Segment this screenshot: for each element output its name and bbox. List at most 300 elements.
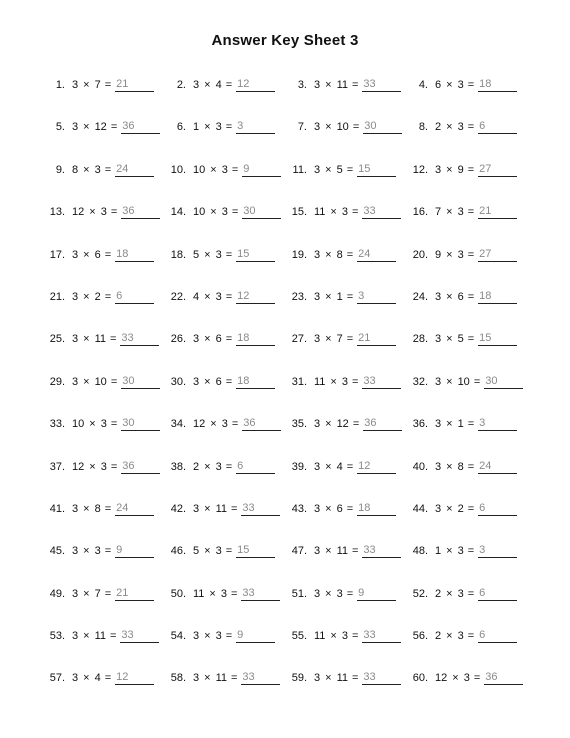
operand-a: 3 (193, 333, 200, 346)
problem-number: 47. (291, 545, 307, 558)
times-sign: × (210, 418, 217, 431)
problem-number: 48. (412, 545, 428, 558)
operand-b: 3 (221, 163, 228, 176)
problem-number: 31. (291, 375, 307, 388)
problem-item (403, 375, 524, 417)
problem-expression (435, 544, 464, 558)
problem-number: 54. (170, 630, 186, 643)
problem-item (282, 544, 403, 586)
problem-expression (314, 544, 348, 558)
answer-value: 12 (236, 78, 275, 92)
problem-number: 21. (49, 290, 65, 303)
problem-item (161, 248, 282, 290)
answer-value: 15 (236, 248, 275, 262)
problem-expression (72, 290, 101, 304)
problem-expression (72, 417, 107, 431)
answer-value: 15 (357, 163, 396, 177)
problem-expression (72, 120, 107, 134)
answer-value: 33 (241, 671, 280, 685)
problem-expression (314, 332, 343, 346)
problem-expression (72, 629, 106, 643)
equals-sign: = (346, 163, 354, 176)
problem-expression (435, 502, 464, 516)
problem-item (282, 375, 403, 417)
operand-b: 11 (215, 672, 227, 685)
times-sign: × (325, 121, 332, 134)
equals-sign: = (104, 587, 112, 600)
equals-sign: = (230, 672, 238, 685)
problem-item (282, 163, 403, 205)
answer-value: 21 (115, 78, 154, 92)
equals-sign: = (225, 290, 233, 303)
problem-expression (72, 375, 107, 389)
problem-expression (193, 375, 222, 389)
problem-item (403, 629, 524, 671)
problem-item (282, 417, 403, 459)
problem-expression (72, 671, 101, 685)
problem-number: 29. (49, 375, 65, 388)
equals-sign: = (467, 79, 475, 91)
times-sign: × (210, 206, 217, 219)
operand-b: 10 (94, 375, 107, 388)
answer-value: 33 (241, 587, 280, 601)
answer-value: 9 (357, 587, 396, 601)
equals-sign: = (351, 206, 359, 219)
problem-number: 4. (418, 79, 428, 91)
times-sign: × (83, 545, 90, 558)
equals-sign: = (467, 630, 475, 643)
times-sign: × (204, 502, 211, 515)
operand-b: 7 (94, 79, 101, 91)
operand-a: 3 (72, 587, 79, 600)
operand-a: 1 (193, 121, 200, 134)
problem-item (161, 78, 282, 120)
operand-b: 3 (215, 121, 222, 134)
times-sign: × (446, 375, 453, 388)
operand-a: 3 (314, 121, 321, 134)
operand-b: 7 (336, 333, 343, 346)
operand-b: 6 (94, 248, 101, 261)
operand-a: 10 (193, 163, 206, 176)
operand-b: 3 (221, 206, 228, 219)
problem-number: 28. (412, 333, 428, 346)
operand-a: 3 (314, 460, 321, 473)
problem-expression (193, 248, 222, 262)
answer-value: 18 (236, 375, 275, 389)
times-sign: × (83, 290, 90, 303)
problem-item (40, 78, 161, 120)
page-title: Answer Key Sheet 3 (211, 32, 359, 49)
equals-sign: = (467, 248, 475, 261)
operand-a: 3 (314, 79, 321, 91)
times-sign: × (325, 163, 332, 176)
operand-b: 3 (100, 418, 107, 431)
problem-item (403, 544, 524, 586)
times-sign: × (204, 248, 211, 261)
problem-item (282, 332, 403, 374)
problem-item (282, 205, 403, 247)
problem-number: 40. (412, 460, 428, 473)
problem-expression (72, 205, 107, 219)
answer-value: 27 (478, 248, 517, 262)
problem-item (40, 163, 161, 205)
equals-sign: = (225, 630, 233, 643)
operand-b: 11 (215, 502, 227, 515)
equals-sign: = (346, 248, 354, 261)
operand-a: 3 (72, 333, 79, 346)
operand-b: 12 (94, 121, 107, 134)
operand-b: 3 (100, 460, 107, 473)
operand-b: 3 (341, 206, 348, 219)
operand-b: 3 (457, 545, 464, 558)
operand-b: 3 (100, 206, 107, 219)
problem-number: 15. (291, 206, 307, 219)
problem-expression (193, 417, 228, 431)
answer-value: 6 (236, 460, 275, 474)
answer-value: 36 (363, 417, 402, 431)
operand-b: 5 (336, 163, 343, 176)
problem-expression (193, 78, 222, 92)
equals-sign: = (225, 248, 233, 261)
problem-item (282, 587, 403, 629)
answer-value: 9 (236, 629, 275, 643)
answer-value: 12 (357, 460, 396, 474)
operand-b: 3 (336, 587, 343, 600)
problem-expression (193, 205, 228, 219)
operand-a: 12 (72, 206, 85, 219)
problem-item (161, 163, 282, 205)
problem-expression (435, 248, 464, 262)
problem-expression (193, 544, 222, 558)
times-sign: × (89, 206, 96, 219)
answer-value: 18 (478, 290, 517, 304)
problem-item (161, 671, 282, 713)
problem-item (282, 78, 403, 120)
problem-item (282, 629, 403, 671)
operand-a: 2 (435, 630, 442, 643)
equals-sign: = (104, 79, 112, 91)
times-sign: × (446, 248, 453, 261)
problem-expression (314, 78, 348, 92)
equals-sign: = (351, 545, 359, 558)
problem-item (403, 120, 524, 162)
problem-item (40, 375, 161, 417)
equals-sign: = (231, 163, 239, 176)
problem-number: 32. (412, 375, 428, 388)
problem-item (161, 460, 282, 502)
equals-sign: = (110, 460, 118, 473)
times-sign: × (204, 333, 211, 346)
problem-item (403, 78, 524, 120)
operand-b: 3 (341, 630, 348, 643)
answer-value: 6 (478, 502, 517, 516)
problem-expression (193, 163, 228, 177)
operand-b: 4 (94, 672, 101, 685)
operand-a: 3 (435, 502, 442, 515)
operand-b: 3 (463, 672, 470, 685)
problem-expression (72, 163, 101, 177)
problem-number: 13. (49, 206, 65, 219)
problem-number: 2. (176, 79, 186, 91)
answer-value: 21 (115, 587, 154, 601)
problem-number: 39. (291, 460, 307, 473)
operand-b: 11 (94, 630, 106, 643)
answer-value: 9 (115, 544, 154, 558)
answer-value: 36 (121, 460, 160, 474)
times-sign: × (446, 79, 453, 91)
operand-a: 3 (72, 375, 79, 388)
operand-a: 2 (435, 587, 442, 600)
operand-b: 3 (457, 206, 464, 219)
problem-item (403, 248, 524, 290)
operand-b: 3 (457, 248, 464, 261)
problem-item (161, 290, 282, 332)
times-sign: × (89, 418, 96, 431)
problem-number: 51. (291, 587, 307, 600)
operand-b: 11 (336, 545, 348, 558)
times-sign: × (446, 545, 453, 558)
operand-a: 12 (72, 460, 85, 473)
problem-number: 53. (49, 630, 65, 643)
problem-item (403, 417, 524, 459)
problem-number: 35. (291, 418, 307, 431)
operand-a: 3 (193, 79, 200, 91)
answer-value: 12 (236, 290, 275, 304)
answer-value: 6 (478, 120, 517, 134)
problem-number: 55. (291, 630, 307, 643)
operand-b: 5 (457, 333, 464, 346)
times-sign: × (83, 333, 90, 346)
problem-item (40, 417, 161, 459)
operand-a: 3 (193, 630, 200, 643)
problem-number: 38. (170, 460, 186, 473)
problem-expression (72, 332, 106, 346)
equals-sign: = (109, 333, 117, 346)
operand-b: 1 (457, 418, 464, 431)
operand-b: 11 (336, 79, 348, 91)
problem-number: 23. (291, 290, 307, 303)
problem-item (403, 163, 524, 205)
answer-value: 18 (236, 332, 275, 346)
answer-value: 3 (357, 290, 396, 304)
equals-sign: = (473, 375, 481, 388)
problem-expression (314, 629, 348, 643)
operand-b: 11 (94, 333, 106, 346)
operand-a: 3 (435, 163, 442, 176)
operand-b: 3 (221, 418, 228, 431)
operand-a: 3 (314, 587, 321, 600)
answer-value: 33 (120, 629, 159, 643)
times-sign: × (325, 460, 332, 473)
operand-b: 10 (457, 375, 470, 388)
equals-sign: = (467, 290, 475, 303)
problem-item (403, 460, 524, 502)
operand-a: 10 (193, 206, 206, 219)
operand-a: 3 (314, 418, 321, 431)
operand-b: 7 (94, 587, 101, 600)
answer-value: 33 (362, 629, 401, 643)
times-sign: × (204, 375, 211, 388)
operand-a: 5 (193, 545, 200, 558)
problem-expression (193, 120, 222, 134)
equals-sign: = (346, 502, 354, 515)
problem-number: 19. (291, 248, 307, 261)
operand-a: 3 (435, 333, 442, 346)
problem-number: 7. (297, 121, 307, 134)
operand-b: 3 (215, 630, 222, 643)
operand-a: 3 (72, 502, 79, 515)
times-sign: × (446, 163, 453, 176)
answer-value: 24 (115, 502, 154, 516)
operand-b: 3 (94, 545, 101, 558)
operand-b: 3 (341, 375, 348, 388)
answer-value: 3 (478, 417, 517, 431)
operand-a: 12 (193, 418, 206, 431)
problem-number: 12. (412, 163, 428, 176)
problem-item (282, 248, 403, 290)
answer-value: 15 (478, 332, 517, 346)
problem-expression (193, 587, 227, 601)
problem-item (161, 375, 282, 417)
operand-a: 3 (193, 375, 200, 388)
equals-sign: = (346, 290, 354, 303)
problem-number: 44. (412, 502, 428, 515)
problem-item (161, 587, 282, 629)
operand-a: 11 (193, 587, 205, 600)
problem-item (403, 332, 524, 374)
answer-value: 36 (121, 205, 160, 219)
problem-number: 57. (49, 672, 65, 685)
times-sign: × (83, 502, 90, 515)
equals-sign: = (225, 121, 233, 134)
problem-expression (435, 417, 464, 431)
problem-number: 59. (291, 672, 307, 685)
equals-sign: = (346, 587, 354, 600)
answer-value: 33 (362, 205, 401, 219)
equals-sign: = (225, 79, 233, 91)
problem-item (40, 502, 161, 544)
answer-value: 15 (236, 544, 275, 558)
problem-expression (193, 502, 227, 516)
problem-expression (435, 163, 464, 177)
problem-item (161, 120, 282, 162)
times-sign: × (325, 333, 332, 346)
problem-item (282, 120, 403, 162)
operand-a: 3 (72, 630, 79, 643)
times-sign: × (83, 121, 90, 134)
answer-value: 36 (242, 417, 281, 431)
equals-sign: = (225, 460, 233, 473)
problem-number: 3. (297, 79, 307, 91)
problem-number: 27. (291, 333, 307, 346)
answer-value: 3 (236, 120, 275, 134)
equals-sign: = (225, 333, 233, 346)
problem-expression (193, 629, 222, 643)
equals-sign: = (110, 375, 118, 388)
problem-number: 49. (49, 587, 65, 600)
operand-a: 3 (314, 163, 321, 176)
problem-number: 60. (412, 672, 428, 685)
problem-expression (72, 544, 101, 558)
problem-number: 20. (412, 248, 428, 261)
equals-sign: = (473, 672, 481, 685)
answer-value: 30 (363, 120, 402, 134)
times-sign: × (204, 79, 211, 91)
answer-value: 33 (120, 332, 159, 346)
equals-sign: = (467, 587, 475, 600)
operand-a: 5 (193, 248, 200, 261)
times-sign: × (446, 418, 453, 431)
problem-number: 30. (170, 375, 186, 388)
problem-item (282, 290, 403, 332)
times-sign: × (446, 290, 453, 303)
answer-value: 27 (478, 163, 517, 177)
answer-value: 33 (362, 375, 401, 389)
times-sign: × (83, 672, 90, 685)
problem-expression (314, 375, 348, 389)
times-sign: × (83, 630, 90, 643)
equals-sign: = (225, 545, 233, 558)
equals-sign: = (231, 206, 239, 219)
answer-value: 33 (241, 502, 280, 516)
problem-number: 10. (170, 163, 186, 176)
equals-sign: = (352, 121, 360, 134)
problem-expression (435, 332, 464, 346)
operand-b: 8 (457, 460, 464, 473)
operand-a: 1 (435, 545, 442, 558)
operand-b: 11 (336, 672, 348, 685)
equals-sign: = (231, 418, 239, 431)
problem-item (40, 332, 161, 374)
problem-expression (72, 587, 101, 601)
problem-item (161, 629, 282, 671)
problem-number: 6. (176, 121, 186, 134)
problem-expression (314, 587, 343, 601)
answer-value: 21 (357, 332, 396, 346)
operand-b: 6 (457, 290, 464, 303)
operand-a: 3 (314, 333, 321, 346)
problem-number: 8. (418, 121, 428, 134)
problem-item (161, 332, 282, 374)
problem-item (282, 460, 403, 502)
operand-a: 3 (72, 79, 79, 91)
times-sign: × (452, 672, 459, 685)
operand-a: 6 (435, 79, 442, 91)
equals-sign: = (351, 79, 359, 91)
problem-item (161, 502, 282, 544)
operand-a: 2 (193, 460, 200, 473)
problem-item (40, 587, 161, 629)
problem-number: 24. (412, 290, 428, 303)
problem-expression (435, 290, 464, 304)
operand-b: 8 (336, 248, 343, 261)
problem-number: 46. (170, 545, 186, 558)
times-sign: × (325, 545, 332, 558)
problem-expression (193, 290, 222, 304)
problem-number: 50. (170, 587, 186, 600)
operand-b: 4 (215, 79, 222, 91)
operand-b: 6 (336, 502, 343, 515)
times-sign: × (204, 460, 211, 473)
operand-b: 3 (457, 79, 464, 91)
problem-item (403, 502, 524, 544)
answer-value: 30 (121, 417, 160, 431)
times-sign: × (210, 163, 217, 176)
operand-a: 12 (435, 672, 448, 685)
answer-value: 6 (115, 290, 154, 304)
problem-expression (435, 205, 464, 219)
operand-b: 3 (215, 460, 222, 473)
